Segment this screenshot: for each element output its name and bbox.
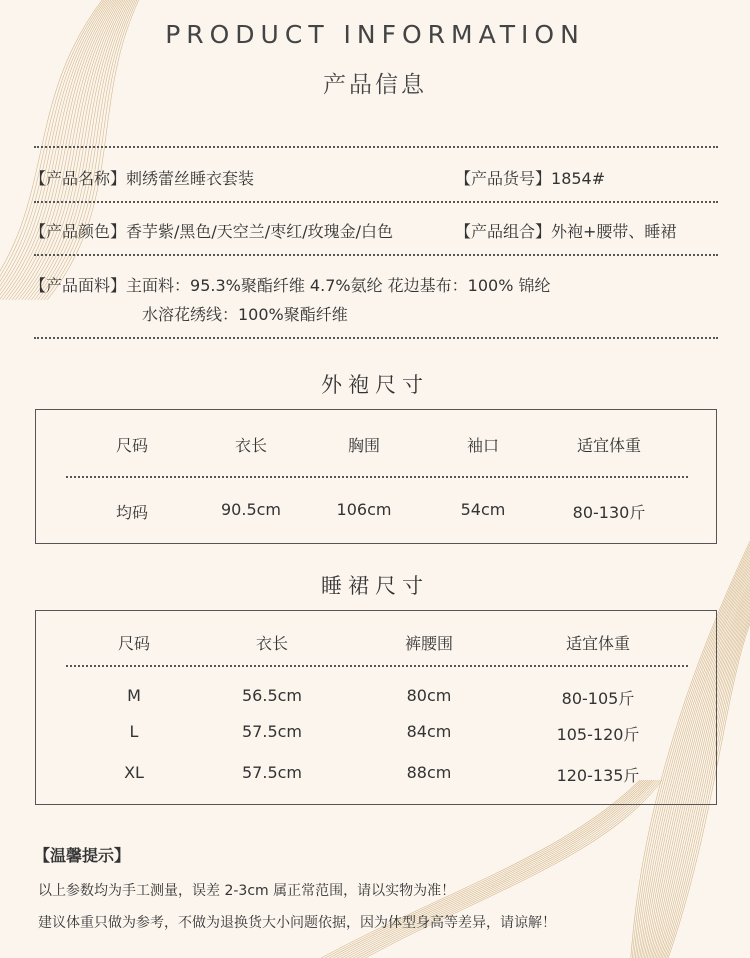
page-title-cn: 产品信息 xyxy=(323,72,427,98)
product-color-label: 【产品颜色】 xyxy=(30,222,127,241)
divider xyxy=(34,201,718,203)
product-combo-value: 外袍+腰带、睡裙 xyxy=(551,222,677,241)
product-combo-label: 【产品组合】 xyxy=(455,222,552,241)
dress-header-waist: 裤腰围 xyxy=(404,634,454,653)
product-fabric-row xyxy=(30,273,551,296)
tips-line-1: 以上参数均为手工测量，误差 2-3cm 属正常范围，请以实物为准！ xyxy=(38,883,456,899)
dress-row-xl-weight: 120-135斤 xyxy=(556,766,640,785)
divider xyxy=(34,146,718,148)
dress-row-l-weight: 105-120斤 xyxy=(556,725,640,744)
page-title-en: PRODUCT INFORMATION xyxy=(165,20,585,49)
dress-row-m-size: M xyxy=(127,686,141,705)
dress-row-xl-waist: 88cm xyxy=(406,763,452,782)
dress-row-xl-size: XL xyxy=(124,763,144,782)
robe-row-size: 均码 xyxy=(115,503,149,522)
dress-row-l-size: L xyxy=(129,722,139,741)
dress-row-l-length: 57.5cm xyxy=(241,722,303,741)
robe-header-length: 衣长 xyxy=(234,436,268,455)
table-divider xyxy=(66,665,688,667)
product-fabric-line2: 水溶花绣线：100%聚酯纤维 xyxy=(142,305,348,324)
dress-size-table xyxy=(35,610,717,805)
dress-row-l-waist: 84cm xyxy=(406,722,452,741)
dress-header-size: 尺码 xyxy=(117,634,151,653)
tips-title: 【温馨提示】 xyxy=(34,846,131,865)
product-combo-row xyxy=(455,219,676,242)
product-name-label: 【产品名称】 xyxy=(30,169,127,188)
dress-header-length: 衣长 xyxy=(255,634,289,653)
table-divider xyxy=(66,476,688,478)
product-sku-row xyxy=(455,166,605,189)
dress-row-m-waist: 80cm xyxy=(406,686,452,705)
robe-size-title: 外袍尺寸 xyxy=(321,373,429,397)
dress-row-xl-length: 57.5cm xyxy=(241,763,303,782)
product-name-row xyxy=(30,166,254,189)
robe-header-bust: 胸围 xyxy=(347,436,381,455)
dress-size-title: 睡裙尺寸 xyxy=(321,574,429,598)
robe-row-cuff: 54cm xyxy=(460,500,506,519)
robe-row-length: 90.5cm xyxy=(220,500,282,519)
divider xyxy=(34,337,718,339)
product-color-row xyxy=(30,219,393,242)
dress-row-m-weight: 80-105斤 xyxy=(561,689,635,708)
product-fabric-line1: 主面料：95.3%聚酯纤维 4.7%氨纶 花边基布：100% 锦纶 xyxy=(126,276,551,295)
dress-header-weight: 适宜体重 xyxy=(565,634,631,653)
dress-row-m-length: 56.5cm xyxy=(241,686,303,705)
robe-size-table xyxy=(35,409,717,544)
product-fabric-label: 【产品面料】 xyxy=(30,276,127,295)
product-name-value: 刺绣蕾丝睡衣套装 xyxy=(126,169,255,188)
product-sku-label: 【产品货号】 xyxy=(455,169,552,188)
robe-header-size: 尺码 xyxy=(115,436,149,455)
robe-row-weight: 80-130斤 xyxy=(572,503,646,522)
product-sku-value: 1854# xyxy=(551,169,606,188)
divider xyxy=(34,254,718,256)
tips-line-2: 建议体重只做为参考，不做为退换货大小问题依据，因为体型身高等差异，请谅解！ xyxy=(38,915,556,931)
robe-row-bust: 106cm xyxy=(336,500,392,519)
robe-header-cuff: 袖口 xyxy=(466,436,500,455)
product-color-value: 香芋紫/黑色/天空兰/枣红/玫瑰金/白色 xyxy=(126,222,393,241)
robe-header-weight: 适宜体重 xyxy=(576,436,642,455)
